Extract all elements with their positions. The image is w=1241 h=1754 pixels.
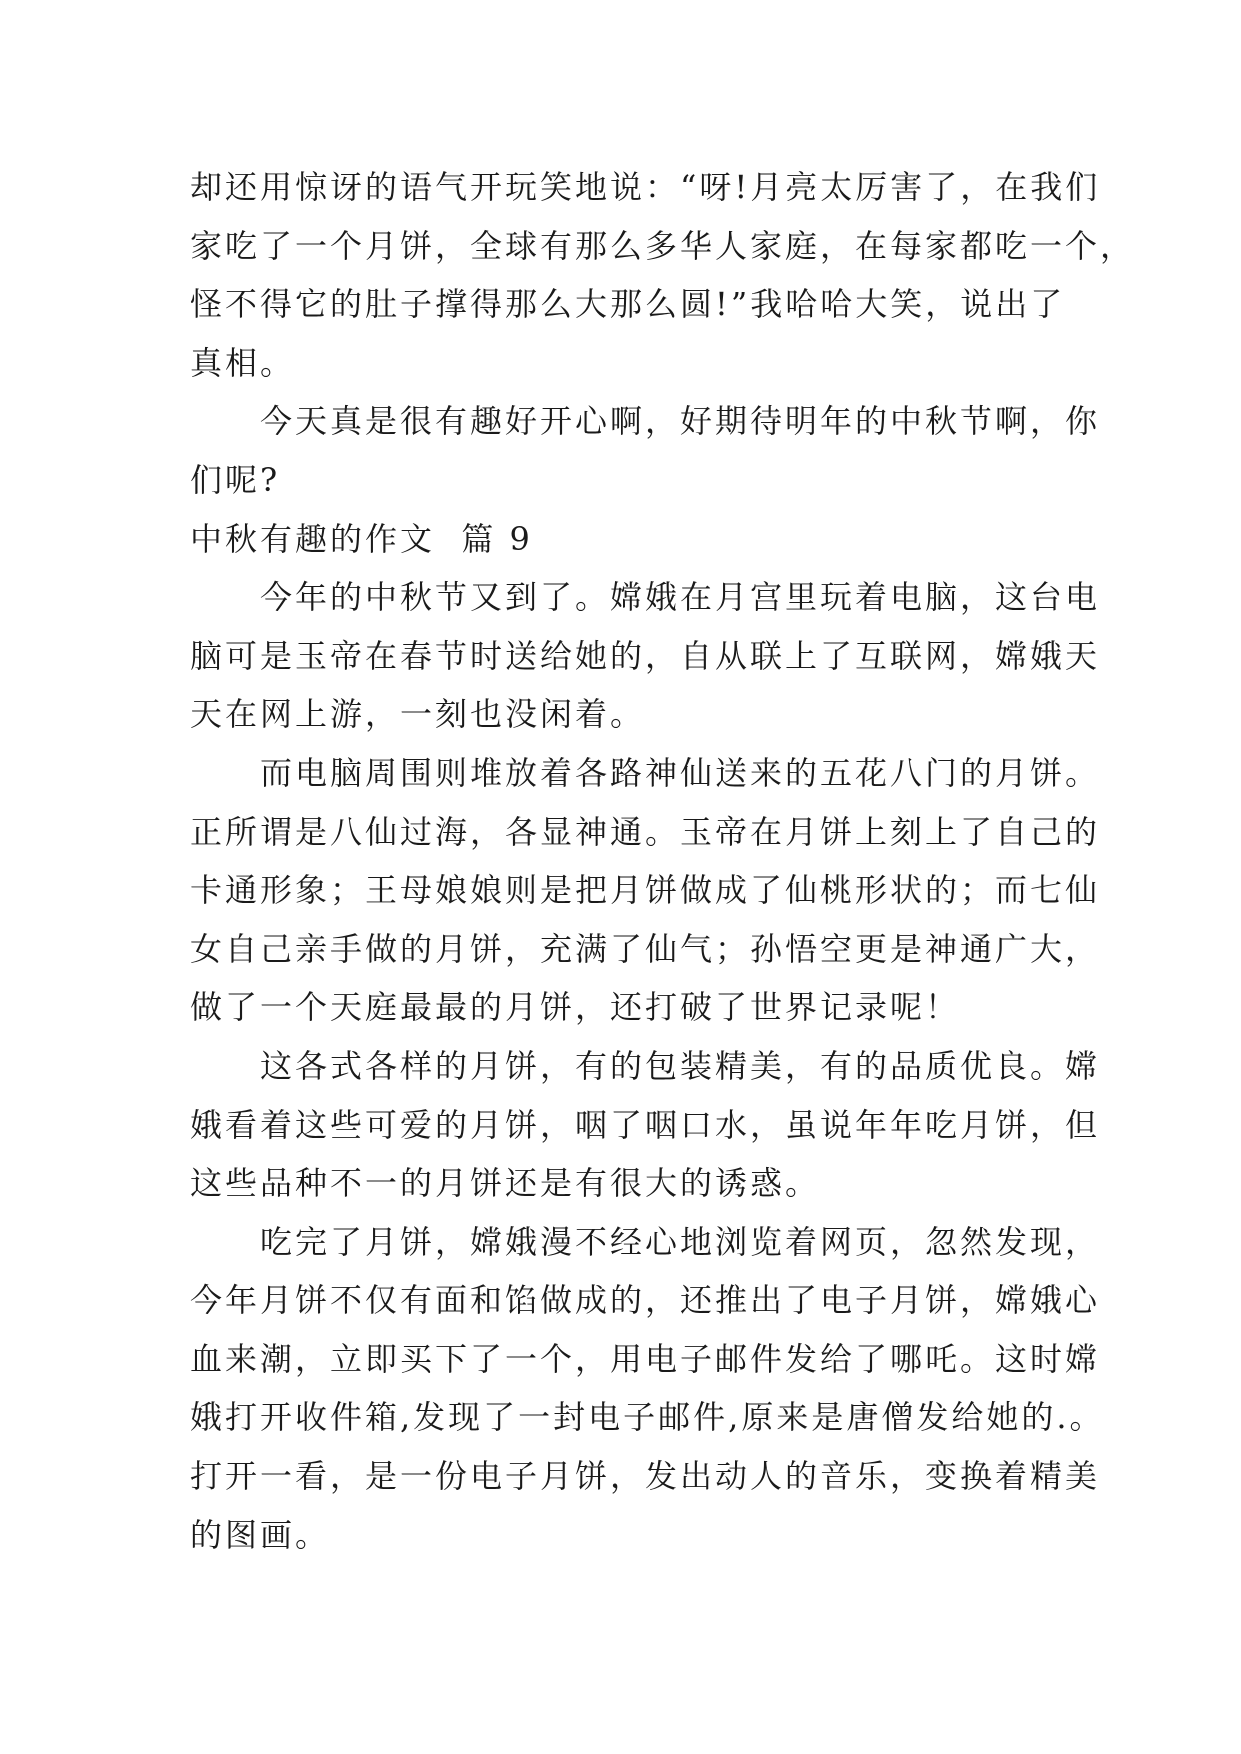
text-line: 家吃了一个月饼，全球有那么多华人家庭，在每家都吃一个， [190,226,1136,265]
text-line: 今年的中秋节又到了。嫦娥在月宫里玩着电脑，这台电 [260,578,1101,617]
text-line: 娥看着这些可爱的月饼，咽了咽口水，虽说年年吃月饼，但 [190,1105,1101,1144]
paragraph-3 [190,568,1101,744]
text-line: 们呢? [190,460,281,499]
text-line: 做了一个天庭最最的月饼，还打破了世界记录呢！ [190,988,961,1027]
section-heading: 中秋有趣的作文 篇 9 [190,519,533,558]
text-line: 真相。 [190,343,296,382]
text-line: 这些品种不一的月饼还是有很大的诱惑。 [190,1164,821,1203]
paragraph-4 [190,744,1101,1037]
text-line: 今年月饼不仅有面和馅做成的，还推出了电子月饼，嫦娥心 [190,1281,1101,1320]
text-line: 的图画。 [190,1515,331,1554]
text-line: 卡通形象；王母娘娘则是把月饼做成了仙桃形状的；而七仙 [190,871,1101,910]
text-line: 脑可是玉帝在春节时送给她的，自从联上了互联网，嫦娥天 [190,636,1101,675]
text-line: 血来潮，立即买下了一个，用电子邮件发给了哪吒。这时嫦 [190,1339,1101,1378]
text-line: 正所谓是八仙过海，各显神通。玉帝在月饼上刻上了自己的 [190,812,1101,851]
paragraph-6 [190,1213,1105,1565]
text-line: 今天真是很有趣好开心啊，好期待明年的中秋节啊，你 [260,402,1101,441]
document-body [190,158,1136,1564]
text-line: 这各式各样的月饼，有的包装精美，有的品质优良。嫦 [260,1046,1101,1085]
text-line: 而电脑周围则堆放着各路神仙送来的五花八门的月饼。 [260,753,1101,792]
paragraph-5 [190,1037,1101,1213]
text-line: 天在网上游，一刻也没闲着。 [190,695,646,734]
text-line: 娥打开收件箱,发现了一封电子邮件,原来是唐僧发给她的.。 [190,1398,1105,1437]
paragraph-2 [190,392,1101,509]
text-line: 打开一看，是一份电子月饼，发出动人的音乐，变换着精美 [190,1457,1101,1496]
text-line: 女自己亲手做的月饼，充满了仙气；孙悟空更是神通广大， [190,929,1101,968]
text-line: 却还用惊讶的语气开玩笑地说：“呀!月亮太厉害了，在我们 [190,168,1101,206]
text-line: 怪不得它的肚子撑得那么大那么圆!”我哈哈大笑，说出了 [190,285,1066,324]
text-line: 吃完了月饼，嫦娥漫不经心地浏览着网页，忽然发现， [260,1222,1101,1261]
paragraph-1 [190,158,1136,392]
